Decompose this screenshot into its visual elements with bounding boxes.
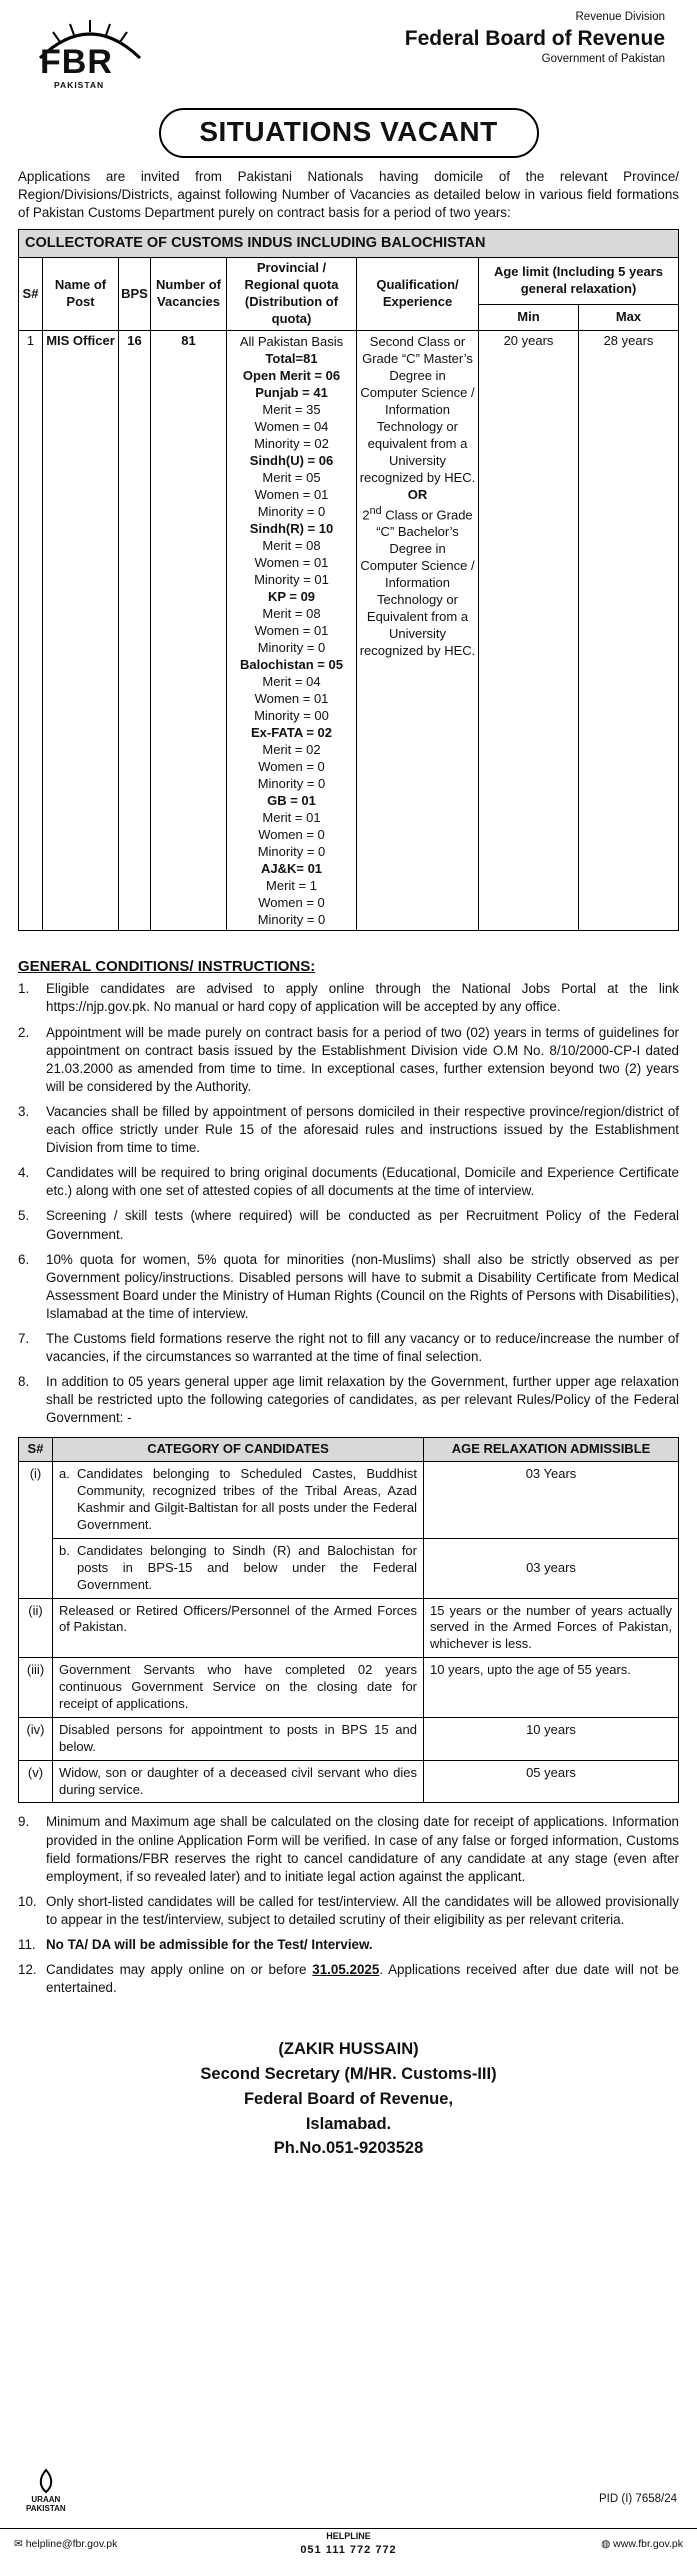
condition-number: 1. xyxy=(18,981,30,997)
quota-line: Punjab = 41 xyxy=(255,384,328,400)
condition-item xyxy=(18,1251,679,1323)
quota-line: Women = 0 xyxy=(258,826,325,842)
cat-row-relaxation: 10 years, upto the age of 55 years. xyxy=(424,1658,679,1718)
condition-item xyxy=(18,1103,679,1157)
row-age-min: 20 years xyxy=(479,330,579,930)
signature-block xyxy=(18,2037,679,2161)
cat-row-category xyxy=(53,1462,424,1539)
condition-item xyxy=(18,1813,679,1885)
quota-line: Women = 01 xyxy=(254,690,329,706)
division-label: Revenue Division xyxy=(575,11,665,23)
cat-row-relaxation: 03 years xyxy=(424,1538,679,1598)
cat-row xyxy=(19,1538,679,1598)
website-text: www.fbr.gov.pk xyxy=(613,2538,683,2550)
quota-line: Merit = 05 xyxy=(262,469,321,485)
col-age: Age limit (Including 5 years general relaxation) xyxy=(479,258,679,304)
row-age-max: 28 years xyxy=(579,330,679,930)
condition-item xyxy=(18,1893,679,1929)
cat-row xyxy=(19,1760,679,1803)
condition-text-pre: Candidates may apply online on or before xyxy=(46,1962,313,1978)
cat-row-sno: (ii) xyxy=(19,1598,53,1658)
fbr-logo-sub: PAKISTAN xyxy=(54,80,105,90)
cat-col-category: CATEGORY OF CANDIDATES xyxy=(53,1438,424,1462)
board-title: Federal Board of Revenue xyxy=(404,26,665,50)
cat-row-relaxation: 10 years xyxy=(424,1717,679,1760)
footer xyxy=(0,2528,697,2560)
intro-paragraph: Applications are invited from Pakistani Nationals having domicile of the relevant Province/ Region/Divisions/Districts, against following Number of Vacancies as detailed below in various field formations of Pakistan Customs Department purely on contract basis for a period of two years: xyxy=(18,169,679,220)
quota-line: Women = 01 xyxy=(254,622,329,638)
condition-text: Appointment will be made purely on contract basis for a period of two (02) years in terms of guidelines for appointment on contract basis issued by the Establishment Division vide O.M No. 8/10/2000-CP-I dated 21.03.2000 as amended from time to time. In exceptional cases, further extension beyond two (2) years will be considered by the Authority. xyxy=(46,1024,679,1094)
cat-row xyxy=(19,1462,679,1539)
row-quota xyxy=(227,330,357,930)
condition-text: In addition to 05 years general upper age limit relaxation by the Government, further upper age relaxation shall be restricted upto the following categories of candidates, as per relevant Rules/Policy of the Federal Government: - xyxy=(46,1374,679,1426)
condition-item xyxy=(18,1330,679,1366)
cat-row-sno: (iii) xyxy=(19,1658,53,1718)
cat-col-relaxation: AGE RELAXATION ADMISSIBLE xyxy=(424,1438,679,1462)
cat-sub-label: b. xyxy=(59,1542,70,1558)
condition-item xyxy=(18,1373,679,1427)
quota-line: Women = 0 xyxy=(258,758,325,774)
condition-number: 5. xyxy=(18,1208,30,1224)
condition-number: 6. xyxy=(18,1251,30,1267)
condition-number: 12. xyxy=(18,1962,37,1978)
signatory-org: Federal Board of Revenue, xyxy=(243,2089,454,2108)
condition-text: The Customs field formations reserve the right not to fill any vacancy or to reduce/increase the number of vacancies, if the circumstances so warranted at the time of final selection. xyxy=(46,1330,679,1365)
cat-row-relaxation: 05 years xyxy=(424,1760,679,1803)
row-sno: 1 xyxy=(19,330,43,930)
cat-row-relaxation: 15 years or the number of years actually served in the Armed Forces of Pakistan, whichever is less. xyxy=(424,1598,679,1658)
vacancy-table xyxy=(18,229,679,930)
quota-line: Sindh(R) = 10 xyxy=(249,520,334,536)
helpline-phone: 051 111 772 772 xyxy=(300,2543,397,2556)
signatory-name: (ZAKIR HUSSAIN) xyxy=(278,2040,419,2059)
quota-line: Total=81 xyxy=(265,350,318,366)
condition-number: 11. xyxy=(18,1937,36,1953)
condition-item xyxy=(18,980,679,1016)
col-sno: S# xyxy=(19,258,43,331)
uraan-line2: PAKISTAN xyxy=(26,2503,66,2513)
condition-text: Candidates will be required to bring original documents (Educational, Domicile and Experience Certificate etc.) along with one set of attested copies of all documents at the time of interview. xyxy=(46,1165,679,1199)
globe-icon: ◍ xyxy=(601,2538,614,2550)
row-bps: 16 xyxy=(119,330,151,930)
quota-line: Minority = 0 xyxy=(257,775,326,791)
qualification-b xyxy=(359,503,476,659)
row-post: MIS Officer xyxy=(43,330,119,930)
helpline-label: HELPLINE xyxy=(326,2531,371,2541)
pid-number: PID (I) 7658/24 xyxy=(599,2493,677,2505)
signatory-phone: Ph.No.051-9203528 xyxy=(273,2139,424,2158)
quota-line: Merit = 02 xyxy=(262,741,321,757)
header-right xyxy=(405,10,665,67)
condition-text: Eligible candidates are advised to apply online through the National Jobs Portal at the link https://njp.gov.pk. No manual or hard copy of application will be accepted by any office. xyxy=(46,981,679,1015)
uraan-emblem-icon xyxy=(35,2468,57,2494)
qualification-a: Second Class or Grade “C” Master’s Degree in Computer Science / Information Technology or equivalent from a University recognized by HEC. xyxy=(359,333,476,485)
quota-line: AJ&K= 01 xyxy=(260,860,323,876)
col-post: Name of Post xyxy=(43,258,119,331)
cat-row-sno: (i) xyxy=(19,1462,53,1598)
qualification-b-prefix: 2 xyxy=(362,507,370,523)
condition-text: 10% quota for women, 5% quota for minorities (non-Muslims) shall also be strictly observed as per Government policy/instructions. Disabled persons will have to submit a Disability Certificate from Medical Assessment Board under the Ministry of Human Rights (Council on the Rights of Persons with Disabilities), Islamabad at the time of interview. xyxy=(46,1251,679,1321)
condition-text: Vacancies shall be filled by appointment of persons domiciled in their respective province/region/district of each office strictly under Rule 15 of the aforesaid rules and instructions issued by the Establishment Division from time to time. xyxy=(46,1103,679,1156)
col-bps: BPS xyxy=(119,258,151,331)
mail-icon: ✉ xyxy=(14,2538,26,2550)
quota-line: Minority = 0 xyxy=(257,843,326,859)
condition-number: 9. xyxy=(18,1814,30,1830)
cat-row-relaxation: 03 Years xyxy=(424,1462,679,1539)
quota-line: Merit = 1 xyxy=(266,877,317,893)
vacancy-row xyxy=(19,330,679,930)
quota-line: Women = 01 xyxy=(254,554,329,570)
col-age-max: Max xyxy=(579,304,679,330)
quota-line: Minority = 01 xyxy=(254,571,329,587)
row-vacancies: 81 xyxy=(151,330,227,930)
quota-line: Women = 01 xyxy=(254,486,329,502)
row-qualification xyxy=(357,330,479,930)
quota-line: Minority = 02 xyxy=(254,435,329,451)
quota-line: Minority = 0 xyxy=(257,911,326,927)
situations-vacant-banner: SITUATIONS VACANT xyxy=(159,108,539,158)
quota-line: Merit = 08 xyxy=(262,537,321,553)
cat-col-sno: S# xyxy=(19,1438,53,1462)
quota-line: Merit = 04 xyxy=(262,673,321,689)
quota-line: Minority = 0 xyxy=(257,503,326,519)
quota-line: Merit = 35 xyxy=(262,401,321,417)
quota-line: Women = 04 xyxy=(254,418,329,434)
condition-number: 8. xyxy=(18,1374,30,1390)
condition-text: Minimum and Maximum age shall be calculated on the closing date for receipt of applications. Information provided in the online Application Form will be verified. In case of any false or forged information, Customs field formations/FBR reserves the right to cancel candidature of any candidate at any stage (even after employment, if so revealed later) and to initiate legal action against the applicant. xyxy=(46,1814,679,1884)
condition-number: 10. xyxy=(18,1893,37,1909)
condition-number: 4. xyxy=(18,1165,30,1181)
category-table xyxy=(18,1437,679,1803)
col-vacancies: Number of Vacancies xyxy=(151,258,227,331)
quota-line: Merit = 01 xyxy=(262,809,321,825)
condition-item xyxy=(18,1936,679,1954)
cat-sub-text: Candidates belonging to Sindh (R) and Balochistan for posts in BPS-15 and below under the Federal Government. xyxy=(77,1542,417,1592)
condition-text-post: . Applications received after due date will not be entertained. xyxy=(46,1962,679,1996)
qualification-b-sup: nd xyxy=(369,504,382,517)
condition-text: No TA/ DA will be admissible for the Test/ Interview. xyxy=(46,1937,373,1953)
quota-line: GB = 01 xyxy=(267,792,316,808)
footer-helpline xyxy=(0,2531,697,2557)
conditions-list xyxy=(18,980,679,1427)
cat-sub-text: Candidates belonging to Scheduled Castes, Buddhist Community, recognized tribes of the Tribal Areas, Azad Kashmir and Gilgit-Baltistan for all posts under the Federal Government. xyxy=(77,1466,417,1533)
condition-item xyxy=(18,1961,679,1997)
col-qualification: Qualification/ Experience xyxy=(357,258,479,331)
qualification-or: OR xyxy=(407,486,428,502)
qualification-b-text: Class or Grade “C” Bachelor’s Degree in Computer Science / Information Technology or Equivalent from a University recognized by HEC. xyxy=(359,507,476,659)
email-text: helpline@fbr.gov.pk xyxy=(25,2538,118,2550)
cat-row-category: Disabled persons for appointment to posts in BPS 15 and below. xyxy=(53,1717,424,1760)
condition-item xyxy=(18,1207,679,1243)
col-age-min: Min xyxy=(479,304,579,330)
condition-item xyxy=(18,1164,679,1200)
condition-text: Only short-listed candidates will be called for test/interview. All the candidates will be allowed provisionally to appear in the test/interview, subject to detailed scrutiny of their eligibility as per relevant criteria. xyxy=(46,1893,679,1927)
fbr-logo-text: FBR xyxy=(40,43,113,81)
condition-item xyxy=(18,1024,679,1096)
cat-row-category: Government Servants who have completed 02 years continuous Government Service on the closing date for receipt of applications. xyxy=(53,1658,424,1718)
quota-line: Minority = 00 xyxy=(254,707,329,723)
condition-number: 7. xyxy=(18,1330,30,1346)
quota-line: KP = 09 xyxy=(267,588,316,604)
quota-line: Minority = 0 xyxy=(257,639,326,655)
cat-row-sno: (v) xyxy=(19,1760,53,1803)
cat-row-sno: (iv) xyxy=(19,1717,53,1760)
quota-line: Balochistan = 05 xyxy=(240,656,343,672)
cat-row xyxy=(19,1598,679,1658)
quota-line: Open Merit = 06 xyxy=(242,367,341,383)
cat-sub-label: a. xyxy=(59,1466,70,1482)
col-quota: Provincial / Regional quota (Distribution of quota) xyxy=(227,258,357,331)
condition-number: 3. xyxy=(18,1103,30,1119)
conditions-list-final xyxy=(18,1936,679,1997)
quota-line: Ex-FATA = 02 xyxy=(250,724,333,740)
cat-row-category xyxy=(53,1538,424,1598)
quota-line: All Pakistan Basis xyxy=(239,333,344,349)
condition-number: 2. xyxy=(18,1024,30,1040)
uraan-line1: URAAN xyxy=(31,2495,61,2505)
closing-date: 31.05.2025 xyxy=(312,1962,380,1978)
conditions-list-continued xyxy=(18,1813,679,1929)
cat-row xyxy=(19,1658,679,1718)
cat-row-category: Widow, son or daughter of a deceased civil servant who dies during service. xyxy=(53,1760,424,1803)
general-conditions-title: GENERAL CONDITIONS/ INSTRUCTIONS: xyxy=(18,957,316,975)
quota-line: Women = 0 xyxy=(258,894,325,910)
footer-website xyxy=(601,2538,683,2552)
uraan-pakistan-logo xyxy=(26,2468,66,2513)
condition-text: Screening / skill tests (where required) will be conducted as per Recruitment Policy of the Federal Government. xyxy=(46,1208,679,1242)
government-label: Government of Pakistan xyxy=(541,53,665,66)
quota-line: Sindh(U) = 06 xyxy=(249,452,334,468)
vacancy-table-title: COLLECTORATE OF CUSTOMS INDUS INCLUDING BALOCHISTAN xyxy=(19,230,679,258)
cat-row xyxy=(19,1717,679,1760)
signatory-city: Islamabad. xyxy=(305,2114,392,2133)
quota-line: Merit = 08 xyxy=(262,605,321,621)
signatory-designation: Second Secretary (M/HR. Customs-III) xyxy=(200,2065,497,2084)
header xyxy=(18,0,679,108)
cat-row-category: Released or Retired Officers/Personnel of the Armed Forces of Pakistan. xyxy=(53,1598,424,1658)
